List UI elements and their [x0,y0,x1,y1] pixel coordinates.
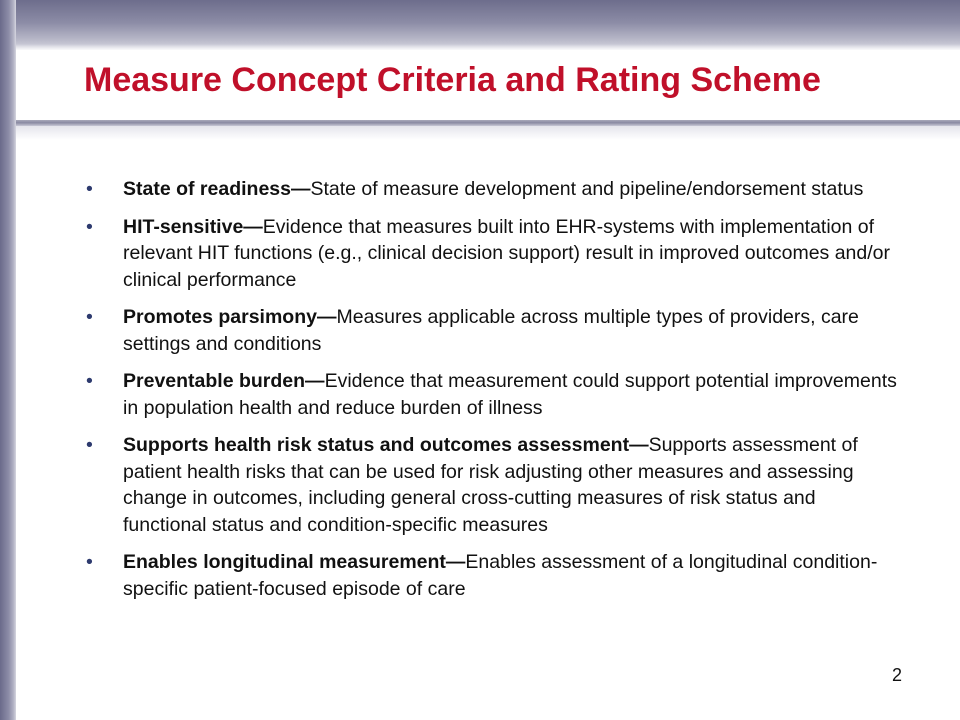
page-number: 2 [891,665,902,685]
bullet-icon: • [86,306,93,328]
bullet-item-preventable-burden [84,368,904,421]
bullet-icon: • [86,434,93,456]
bullet-text: Enables assessment of a longitudinal condition-specific patient-focused episode of care [123,551,878,600]
bullet-term: Enables longitudinal measurement— [123,551,466,573]
left-decorative-band [0,0,16,720]
bullet-item-health-risk-status [84,432,904,538]
bullet-icon: • [86,551,93,573]
bullet-term: HIT-sensitive— [123,215,263,238]
bullet-text: Evidence that measurement could support potential improvements in population health and reduce burden of illness [123,370,897,419]
top-decorative-band [0,0,960,50]
bullet-term: Promotes parsimony— [123,306,337,328]
bullet-term: Supports health risk status and outcomes assessment— [123,434,649,456]
bullet-text: Evidence that measures built into EHR-systems with implementation of relevant HIT functions (e.g., clinical decision support) result in improved outcomes and/or clinical performance [123,215,891,291]
bullet-list [84,176,904,613]
bullet-item-hit-sensitive [84,214,904,294]
bullet-icon: • [86,370,93,392]
bullet-term: State of readiness— [123,178,311,200]
bullet-text: State of measure development and pipeline/endorsement status [310,178,864,200]
slide-title: Measure Concept Criteria and Rating Scheme [84,61,821,99]
bullet-icon: • [86,215,93,238]
bullet-term: Preventable burden— [123,370,325,392]
bullet-text: Measures applicable across multiple types of providers, care settings and conditions [123,306,859,355]
bullet-item-longitudinal-measurement [84,549,904,602]
bullet-item-promotes-parsimony [84,304,904,357]
bullet-icon: • [86,178,93,200]
bullet-item-state-of-readiness [84,176,904,203]
bullet-text: Supports assessment of patient health risks that can be used for risk adjusting other measures and assessing change in outcomes, including general cross-cutting measures of risk status and functional status and condition-specific measures [123,434,858,536]
title-divider [16,120,960,126]
